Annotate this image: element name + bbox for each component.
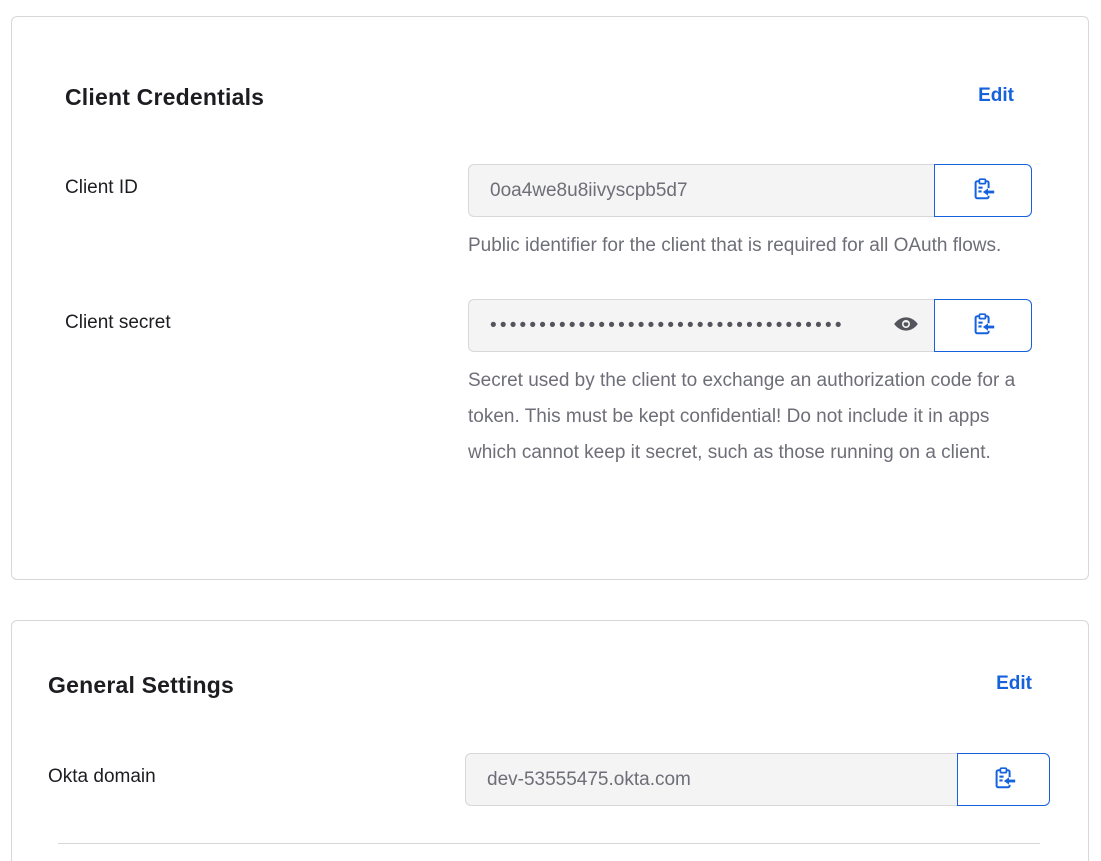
client-secret-field[interactable] <box>468 299 934 352</box>
general-settings-title: General Settings <box>48 672 234 698</box>
copy-to-clipboard-icon <box>992 766 1016 793</box>
copy-to-clipboard-icon <box>971 177 995 204</box>
client-id-row <box>65 164 1032 264</box>
client-id-field[interactable] <box>468 164 934 217</box>
general-settings-card <box>11 620 1089 861</box>
client-id-field-area <box>468 164 1032 264</box>
okta-domain-field-area <box>465 753 1050 806</box>
client-secret-help-text: Secret used by the client to exchange an authorization code for a token. This must be kept confidential! Do not include it in apps which cannot keep it secret, such as those running on a client. <box>468 370 1016 463</box>
okta-domain-row <box>48 753 1050 806</box>
client-id-value: 0oa4we8u8iivyscpb5d7 <box>490 179 688 201</box>
okta-domain-field[interactable] <box>465 753 957 806</box>
app-settings-page <box>0 16 1101 861</box>
client-id-help-text: Public identifier for the client that is required for all OAuth flows. <box>468 235 1002 256</box>
client-secret-label: Client secret <box>65 312 171 333</box>
section-divider <box>58 843 1040 844</box>
show-client-secret-button[interactable] <box>883 313 921 338</box>
general-settings-header <box>48 671 1050 699</box>
copy-to-clipboard-icon <box>971 312 995 339</box>
okta-domain-input-group <box>465 753 1050 806</box>
edit-client-credentials-link[interactable]: Edit <box>978 85 1014 106</box>
client-secret-row <box>65 299 1032 471</box>
client-secret-masked-value: •••••••••••••••••••••••••••••••••••• <box>490 314 845 336</box>
client-credentials-title: Client Credentials <box>65 84 265 110</box>
client-credentials-header <box>65 83 1032 111</box>
edit-general-settings-link[interactable]: Edit <box>996 673 1032 694</box>
client-secret-field-area <box>468 299 1032 471</box>
eye-icon <box>891 313 921 338</box>
copy-okta-domain-button[interactable] <box>957 753 1050 806</box>
client-id-label: Client ID <box>65 177 138 198</box>
client-id-input-group <box>468 164 1032 217</box>
okta-domain-label: Okta domain <box>48 766 156 787</box>
copy-client-secret-button[interactable] <box>934 299 1032 352</box>
okta-domain-value: dev-53555475.okta.com <box>487 768 691 790</box>
client-credentials-card <box>11 16 1089 580</box>
client-secret-input-group <box>468 299 1032 352</box>
copy-client-id-button[interactable] <box>934 164 1032 217</box>
